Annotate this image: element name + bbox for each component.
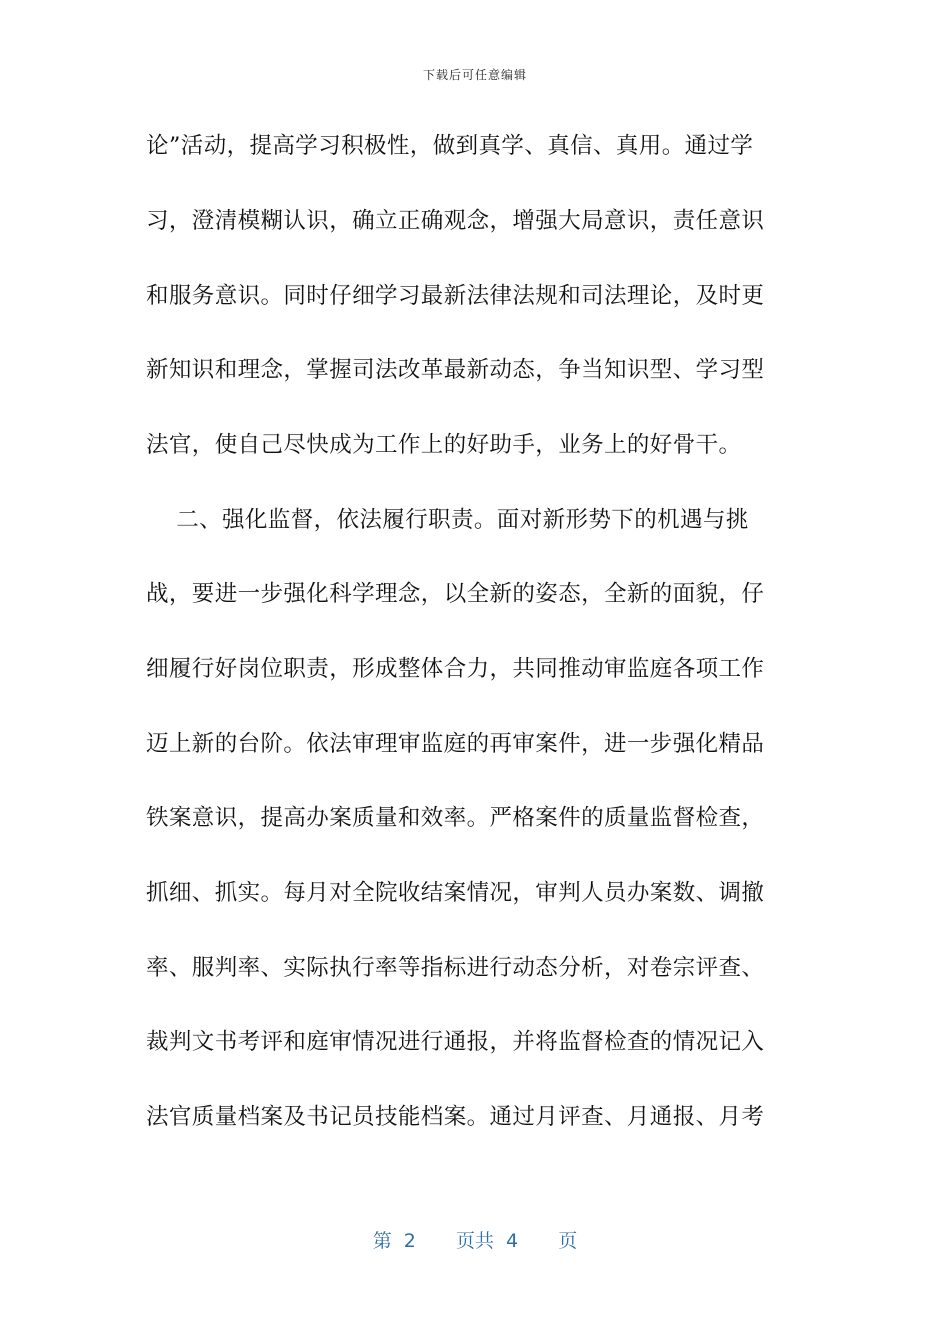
body-line: 论”活动，提高学习积极性，做到真学、真信、真用。通过学 — [146, 133, 754, 159]
body-line: 法官质量档案及书记员技能档案。通过月评查、月通报、月考 — [146, 1104, 765, 1130]
body-line: 和服务意识。同时仔细学习最新法律法规和司法理论，及时更 — [146, 283, 765, 309]
page-header: 下载后可任意编辑 — [422, 68, 527, 82]
current-page-number: 2 — [403, 1230, 416, 1252]
page-footer — [0, 1226, 950, 1253]
footer-suffix: 页 — [558, 1230, 578, 1252]
body-line: 战，要进一步强化科学理念，以全新的姿态，全新的面貌，仔 — [146, 581, 765, 607]
body-line: 率、服判率、实际执行率等指标进行动态分析，对卷宗评查、 — [146, 955, 765, 981]
body-line: 细履行好岗位职责，形成整体合力，共同推动审监庭各项工作 — [146, 656, 765, 682]
body-line: 法官，使自己尽快成为工作上的好助手，业务上的好骨干。 — [146, 432, 742, 458]
body-line-paragraph-start: 二、强化监督，依法履行职责。面对新形势下的机遇与挑 — [146, 507, 749, 533]
body-line: 抓细、抓实。每月对全院收结案情况，审判人员办案数、调撤 — [146, 880, 765, 906]
body-line: 铁案意识，提高办案质量和效率。严格案件的质量监督检查， — [146, 805, 765, 831]
body-line: 习，澄清模糊认识，确立正确观念，增强大局意识，责任意识 — [146, 208, 765, 234]
footer-middle: 页共 — [455, 1230, 494, 1252]
footer-prefix: 第 — [372, 1230, 392, 1252]
body-line: 迈上新的台阶。依法审理审监庭的再审案件，进一步强化精品 — [146, 731, 765, 757]
body-line: 新知识和理念，掌握司法改革最新动态，争当知识型、学习型 — [146, 357, 765, 383]
body-line: 裁判文书考评和庭审情况进行通报，并将监督检查的情况记入 — [146, 1029, 765, 1055]
total-pages-number: 4 — [506, 1230, 519, 1252]
